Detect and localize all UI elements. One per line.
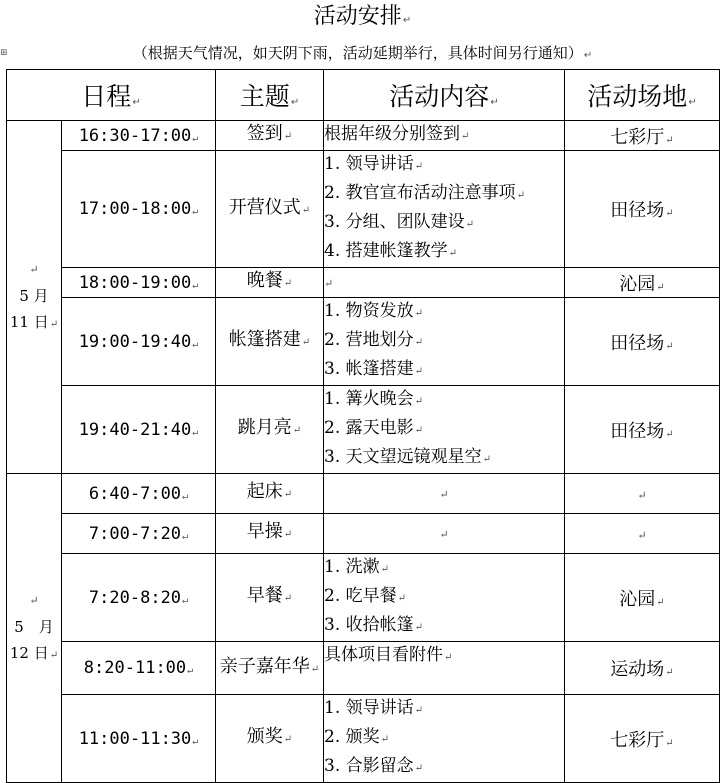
time-cell: 8:20-11:00↵ (62, 642, 216, 695)
table-row (7, 695, 720, 783)
time-cell: 19:40-21:40↵ (62, 386, 216, 474)
page-subtitle: （根据天气情况，如天阴下雨，活动延期举行，具体时间另行通知）↵ (132, 44, 593, 62)
place-cell: 七彩厅↵ (565, 695, 720, 783)
time-cell: 17:00-18:00↵ (62, 151, 216, 268)
place-cell: 田径场↵ (565, 151, 720, 268)
theme-cell: 晚餐↵ (216, 268, 324, 298)
place-cell: 田径场↵ (565, 298, 720, 386)
time-cell: 11:00-11:30↵ (62, 695, 216, 783)
theme-cell: 亲子嘉年华↵ (216, 642, 324, 695)
table-row (7, 474, 720, 514)
place-cell: 田径场↵ (565, 386, 720, 474)
time-cell: 7:00-7:20↵ (62, 514, 216, 554)
time-cell: 19:00-19:40↵ (62, 298, 216, 386)
date-month: 5 月 (19, 286, 49, 305)
theme-cell: 颁奖↵ (216, 695, 324, 783)
table-row (7, 514, 720, 554)
table-row (7, 386, 720, 474)
content-cell: 1. 洗漱↵ 2. 吃早餐↵ 3. 收拾帐篷↵ (324, 554, 565, 642)
theme-cell: 起床↵ (216, 474, 324, 514)
table-row (7, 151, 720, 268)
content-cell: 根据年级分别签到↵ (324, 121, 565, 151)
content-cell: ↵ (324, 514, 565, 554)
place-cell: 运动场↵ (565, 642, 720, 695)
place-cell: ↵ (565, 514, 720, 554)
place-cell: 沁园↵ (565, 554, 720, 642)
header-place: 活动场地↵ (565, 70, 720, 121)
table-header-row (7, 70, 720, 121)
schedule-table (6, 69, 720, 783)
table-row (7, 121, 720, 151)
place-cell: 七彩厅↵ (565, 121, 720, 151)
place-cell: ↵ (565, 474, 720, 514)
place-cell: 沁园↵ (565, 268, 720, 298)
content-cell: 1. 领导讲话↵ 2. 颁奖↵ 3. 合影留念↵ (324, 695, 565, 783)
content-cell: 1. 篝火晚会↵ 2. 露天电影↵ 3. 天文望远镜观星空↵ (324, 386, 565, 474)
date-cell-day1: ↵ 5 月 11 日↵ (7, 121, 62, 474)
table-row (7, 268, 720, 298)
theme-cell: 开营仪式↵ (216, 151, 324, 268)
table-row (7, 642, 720, 695)
header-theme: 主题↵ (216, 70, 324, 121)
content-cell: 1. 领导讲话↵ 2. 教官宣布活动注意事项↵ 3. 分组、团队建设↵ 4. 搭建帐篷教学↵ (324, 151, 565, 268)
date-month: 5 月 (14, 617, 54, 636)
content-cell: 1. 物资发放↵ 2. 营地划分↵ 3. 帐篷搭建↵ (324, 298, 565, 386)
theme-cell: 早餐↵ (216, 554, 324, 642)
theme-cell: 签到↵ (216, 121, 324, 151)
time-cell: 7:20-8:20↵ (62, 554, 216, 642)
time-cell: 6:40-7:00↵ (62, 474, 216, 514)
table-row (7, 298, 720, 386)
time-cell: 18:00-19:00↵ (62, 268, 216, 298)
theme-cell: 帐篷搭建↵ (216, 298, 324, 386)
date-day: 11 日 (9, 312, 49, 331)
header-date: 日程↵ (7, 70, 216, 121)
theme-cell: 跳月亮↵ (216, 386, 324, 474)
page-title: 活动安排↵ (313, 4, 412, 29)
theme-cell: 早操↵ (216, 514, 324, 554)
content-cell: ↵ (324, 474, 565, 514)
table-anchor-icon: ⊞ (0, 48, 8, 58)
date-cell-day2: ↵ 5 月 12 日↵ (7, 474, 62, 783)
content-cell: 具体项目看附件↵ (324, 642, 565, 695)
time-cell: 16:30-17:00↵ (62, 121, 216, 151)
header-content: 活动内容↵ (324, 70, 565, 121)
date-day: 12 日 (9, 643, 49, 662)
content-cell: ↵ (324, 268, 565, 298)
table-row (7, 554, 720, 642)
